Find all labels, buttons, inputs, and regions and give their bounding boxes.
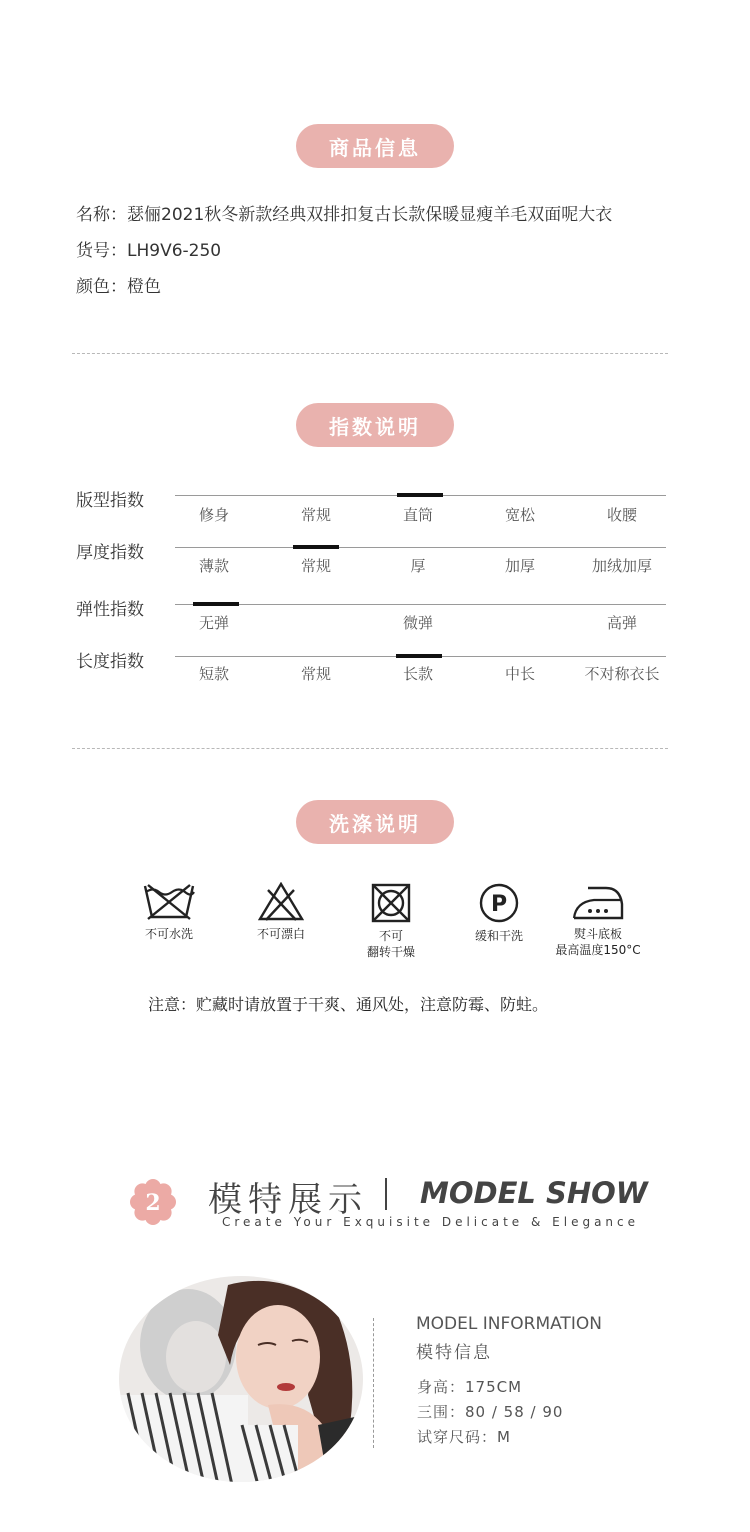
index-option: 常规 — [300, 665, 331, 683]
title-separator — [385, 1178, 387, 1210]
index-option: 微弹 — [402, 614, 433, 632]
storage-note: 注意：贮藏时请放置于干爽、通风处，注意防霉、防蛀。 — [148, 995, 549, 1014]
wash-caption: 缓和干洗 — [474, 929, 523, 943]
product-sku-label: 货号： — [76, 241, 127, 261]
index-option: 高弹 — [606, 614, 637, 632]
index-option: 不对称衣长 — [584, 665, 660, 683]
index-option: 常规 — [300, 557, 331, 575]
wash-item-no-tumble-dry — [336, 882, 446, 960]
model-show-title-en: MODEL SHOW — [420, 1176, 648, 1210]
wash-caption: 熨斗底板 — [573, 927, 622, 941]
no-wash-icon — [142, 882, 196, 922]
section-heading-washing: 洗涤说明 — [296, 800, 454, 844]
index-option: 无弹 — [198, 614, 229, 632]
section-number: 2 — [145, 1190, 161, 1216]
model-info-title-en: MODEL INFORMATION — [416, 1314, 602, 1334]
product-color-value: 橙色 — [127, 277, 161, 297]
model-info-title-cn: 模特信息 — [416, 1343, 492, 1363]
index-selected-marker — [193, 602, 239, 606]
index-label-elasticity: 弹性指数 — [76, 600, 144, 620]
wash-caption-line2: 翻转干燥 — [366, 945, 415, 959]
product-sku-value: LH9V6-250 — [127, 241, 222, 261]
model-photo — [118, 1275, 364, 1483]
no-bleach-icon — [258, 882, 304, 922]
product-sku-row — [76, 236, 221, 261]
svg-text:P: P — [490, 892, 508, 917]
index-option: 直筒 — [402, 506, 433, 524]
section-heading-product-info: 商品信息 — [296, 124, 454, 168]
product-name-row — [76, 200, 612, 225]
index-scale-line — [175, 604, 666, 605]
wash-caption: 不可漂白 — [256, 927, 305, 941]
wash-item-no-wash — [114, 882, 224, 942]
wash-caption: 不可 — [378, 929, 403, 943]
wash-item-no-bleach — [226, 882, 336, 942]
index-option: 修身 — [198, 506, 229, 524]
section-number-flower-icon — [130, 1179, 176, 1225]
wash-item-iron — [543, 882, 653, 958]
product-color-row — [76, 272, 161, 297]
iron-icon — [570, 882, 626, 922]
wash-item-dry-clean — [444, 882, 554, 944]
model-show-subtitle: Create Your Exquisite Delicate & Elegance — [222, 1215, 640, 1229]
index-option: 长款 — [402, 665, 433, 683]
index-option: 收腰 — [606, 506, 637, 524]
index-option: 薄款 — [198, 557, 229, 575]
product-name-label: 名称： — [76, 205, 127, 225]
index-option: 加厚 — [504, 557, 535, 575]
index-option: 宽松 — [504, 506, 535, 524]
wash-caption-line2: 最高温度150°C — [555, 943, 641, 957]
index-label-thickness: 厚度指数 — [76, 543, 144, 563]
model-show-title-cn: 模特展示 — [208, 1180, 368, 1220]
index-option: 加绒加厚 — [591, 557, 652, 575]
section-divider — [72, 353, 668, 354]
index-scale-line — [175, 547, 666, 548]
section-divider — [72, 748, 668, 749]
no-tumble-dry-icon — [370, 882, 412, 924]
product-color-label: 颜色： — [76, 277, 127, 297]
model-height: 身高：175CM — [417, 1378, 523, 1396]
dry-clean-p-icon — [478, 882, 520, 924]
index-label-length: 长度指数 — [76, 652, 144, 672]
index-selected-marker — [397, 493, 443, 497]
model-info-divider — [373, 1318, 374, 1448]
index-selected-marker — [396, 654, 442, 658]
model-measurements: 三围：80 / 58 / 90 — [417, 1403, 564, 1421]
index-selected-marker — [293, 545, 339, 549]
product-name-value: 瑟俪2021秋冬新款经典双排扣复古长款保暖显瘦羊毛双面呢大衣 — [127, 205, 613, 225]
index-label-fit: 版型指数 — [76, 491, 144, 511]
index-option: 厚 — [410, 557, 426, 575]
model-size: 试穿尺码：M — [417, 1428, 511, 1446]
wash-caption: 不可水洗 — [144, 927, 193, 941]
index-option: 中长 — [504, 665, 535, 683]
index-option: 常规 — [300, 506, 331, 524]
section-heading-index: 指数说明 — [296, 403, 454, 447]
index-option: 短款 — [198, 665, 229, 683]
